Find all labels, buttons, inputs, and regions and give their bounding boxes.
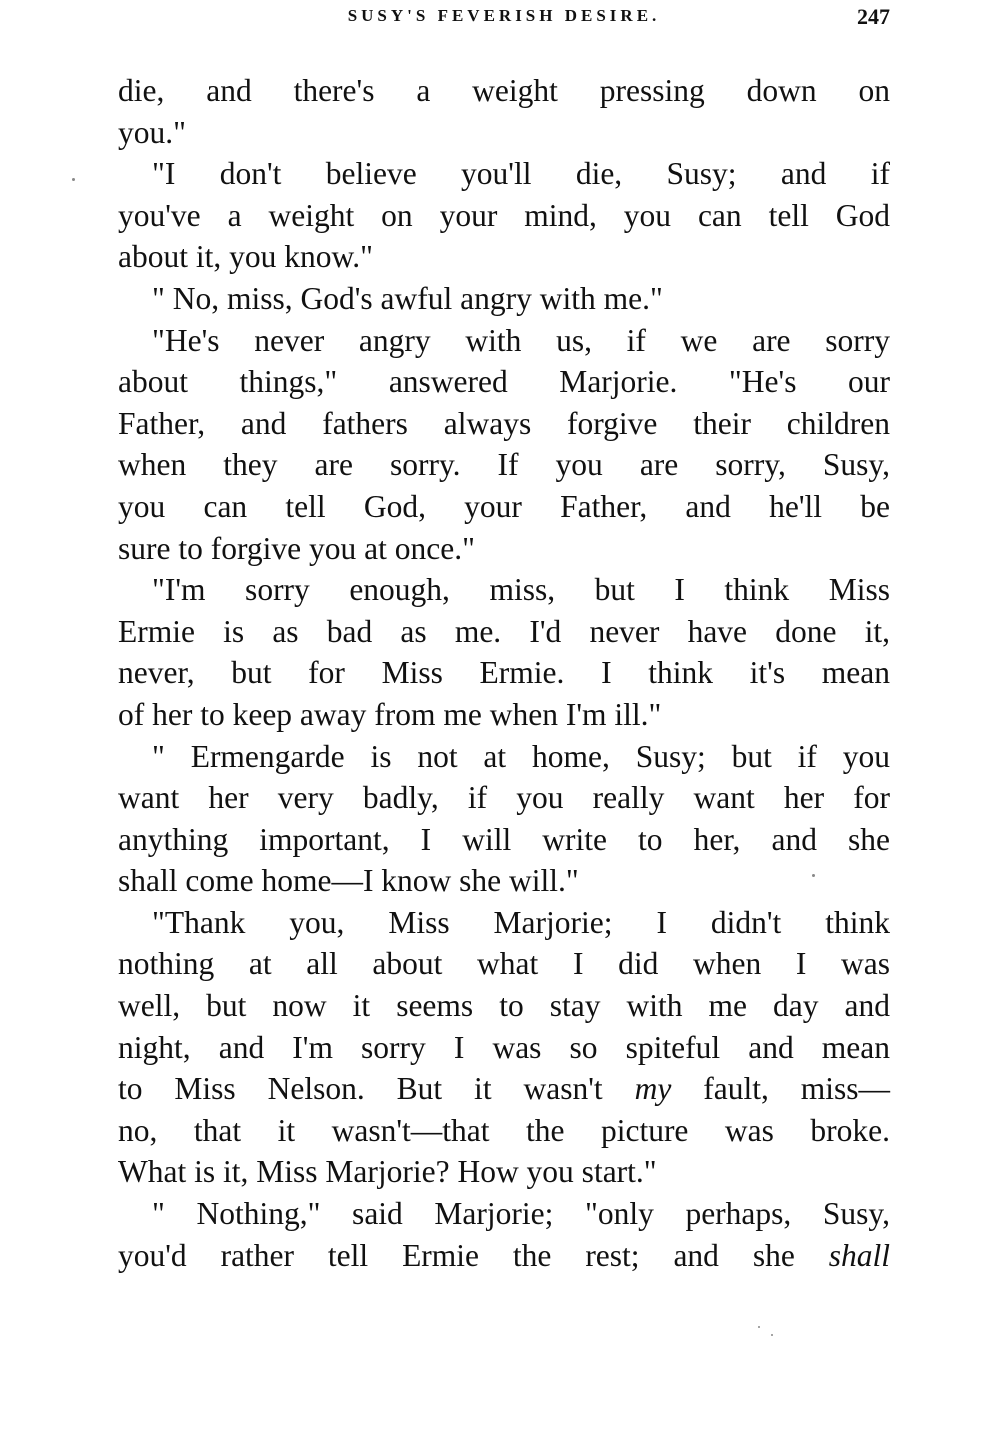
text-line: when they are sorry. If you are sorry, Susy, <box>118 447 890 483</box>
scan-speck <box>72 178 75 181</box>
running-title: SUSY'S FEVERISH DESIRE. <box>347 6 661 25</box>
text-line: want her very badly, if you really want her for <box>118 780 890 816</box>
text-line: night, and I'm sorry I was so spiteful and mean <box>118 1029 890 1065</box>
body-text <box>118 70 890 1276</box>
text-line: Father, and fathers always forgive their children <box>118 405 890 441</box>
text-line: "He's never angry with us, if we are sorry <box>152 322 890 358</box>
text-line: Ermie is as bad as me. I'd never have done it, <box>118 613 890 649</box>
text-line: " No, miss, God's awful angry with me." <box>152 280 663 316</box>
running-head <box>118 6 890 32</box>
scan-speck <box>812 874 815 877</box>
text-line <box>118 1235 890 1277</box>
text-line: you." <box>118 114 186 150</box>
text-segment: fault, miss— <box>703 1071 891 1107</box>
text-line: nothing at all about what I did when I was <box>118 946 890 982</box>
text-line: die, and there's a weight pressing down on <box>118 73 890 108</box>
scan-speck <box>771 1334 773 1336</box>
text-line <box>118 1068 890 1110</box>
text-line: no, that it wasn't—that the picture was broke. <box>118 1112 890 1148</box>
text-line: about things," answered Marjorie. "He's our <box>118 364 890 400</box>
text-line: of her to keep away from me when I'm ill." <box>118 696 662 732</box>
scan-speck <box>758 1326 760 1328</box>
text-line: "I'm sorry enough, miss, but I think Miss <box>152 572 890 608</box>
text-segment: you'd rather tell Ermie the rest; and she <box>118 1237 795 1273</box>
emphasis: shall <box>828 1237 890 1273</box>
text-line: about it, you know." <box>118 239 373 275</box>
text-line: well, but now it seems to stay with me day and <box>118 988 890 1024</box>
page-number: 247 <box>857 4 890 29</box>
text-segment: to Miss Nelson. But it wasn't <box>118 1071 603 1107</box>
text-line: never, but for Miss Ermie. I think it's mean <box>118 655 890 691</box>
text-line: " Ermengarde is not at home, Susy; but if you <box>152 738 890 774</box>
text-line: anything important, I will write to her, and she <box>118 821 890 857</box>
text-line: you've a weight on your mind, you can tell God <box>118 197 890 233</box>
text-line: "I don't believe you'll die, Susy; and if <box>152 156 890 192</box>
emphasis: my <box>634 1071 672 1107</box>
text-line: What is it, Miss Marjorie? How you start." <box>118 1154 657 1190</box>
text-line: shall come home—I know she will." <box>118 863 579 899</box>
text-line: "Thank you, Miss Marjorie; I didn't think <box>152 904 890 940</box>
text-line: " Nothing," said Marjorie; "only perhaps, Susy, <box>152 1196 890 1232</box>
text-line: sure to forgive you at once." <box>118 530 475 566</box>
text-line: you can tell God, your Father, and he'll be <box>118 488 890 524</box>
